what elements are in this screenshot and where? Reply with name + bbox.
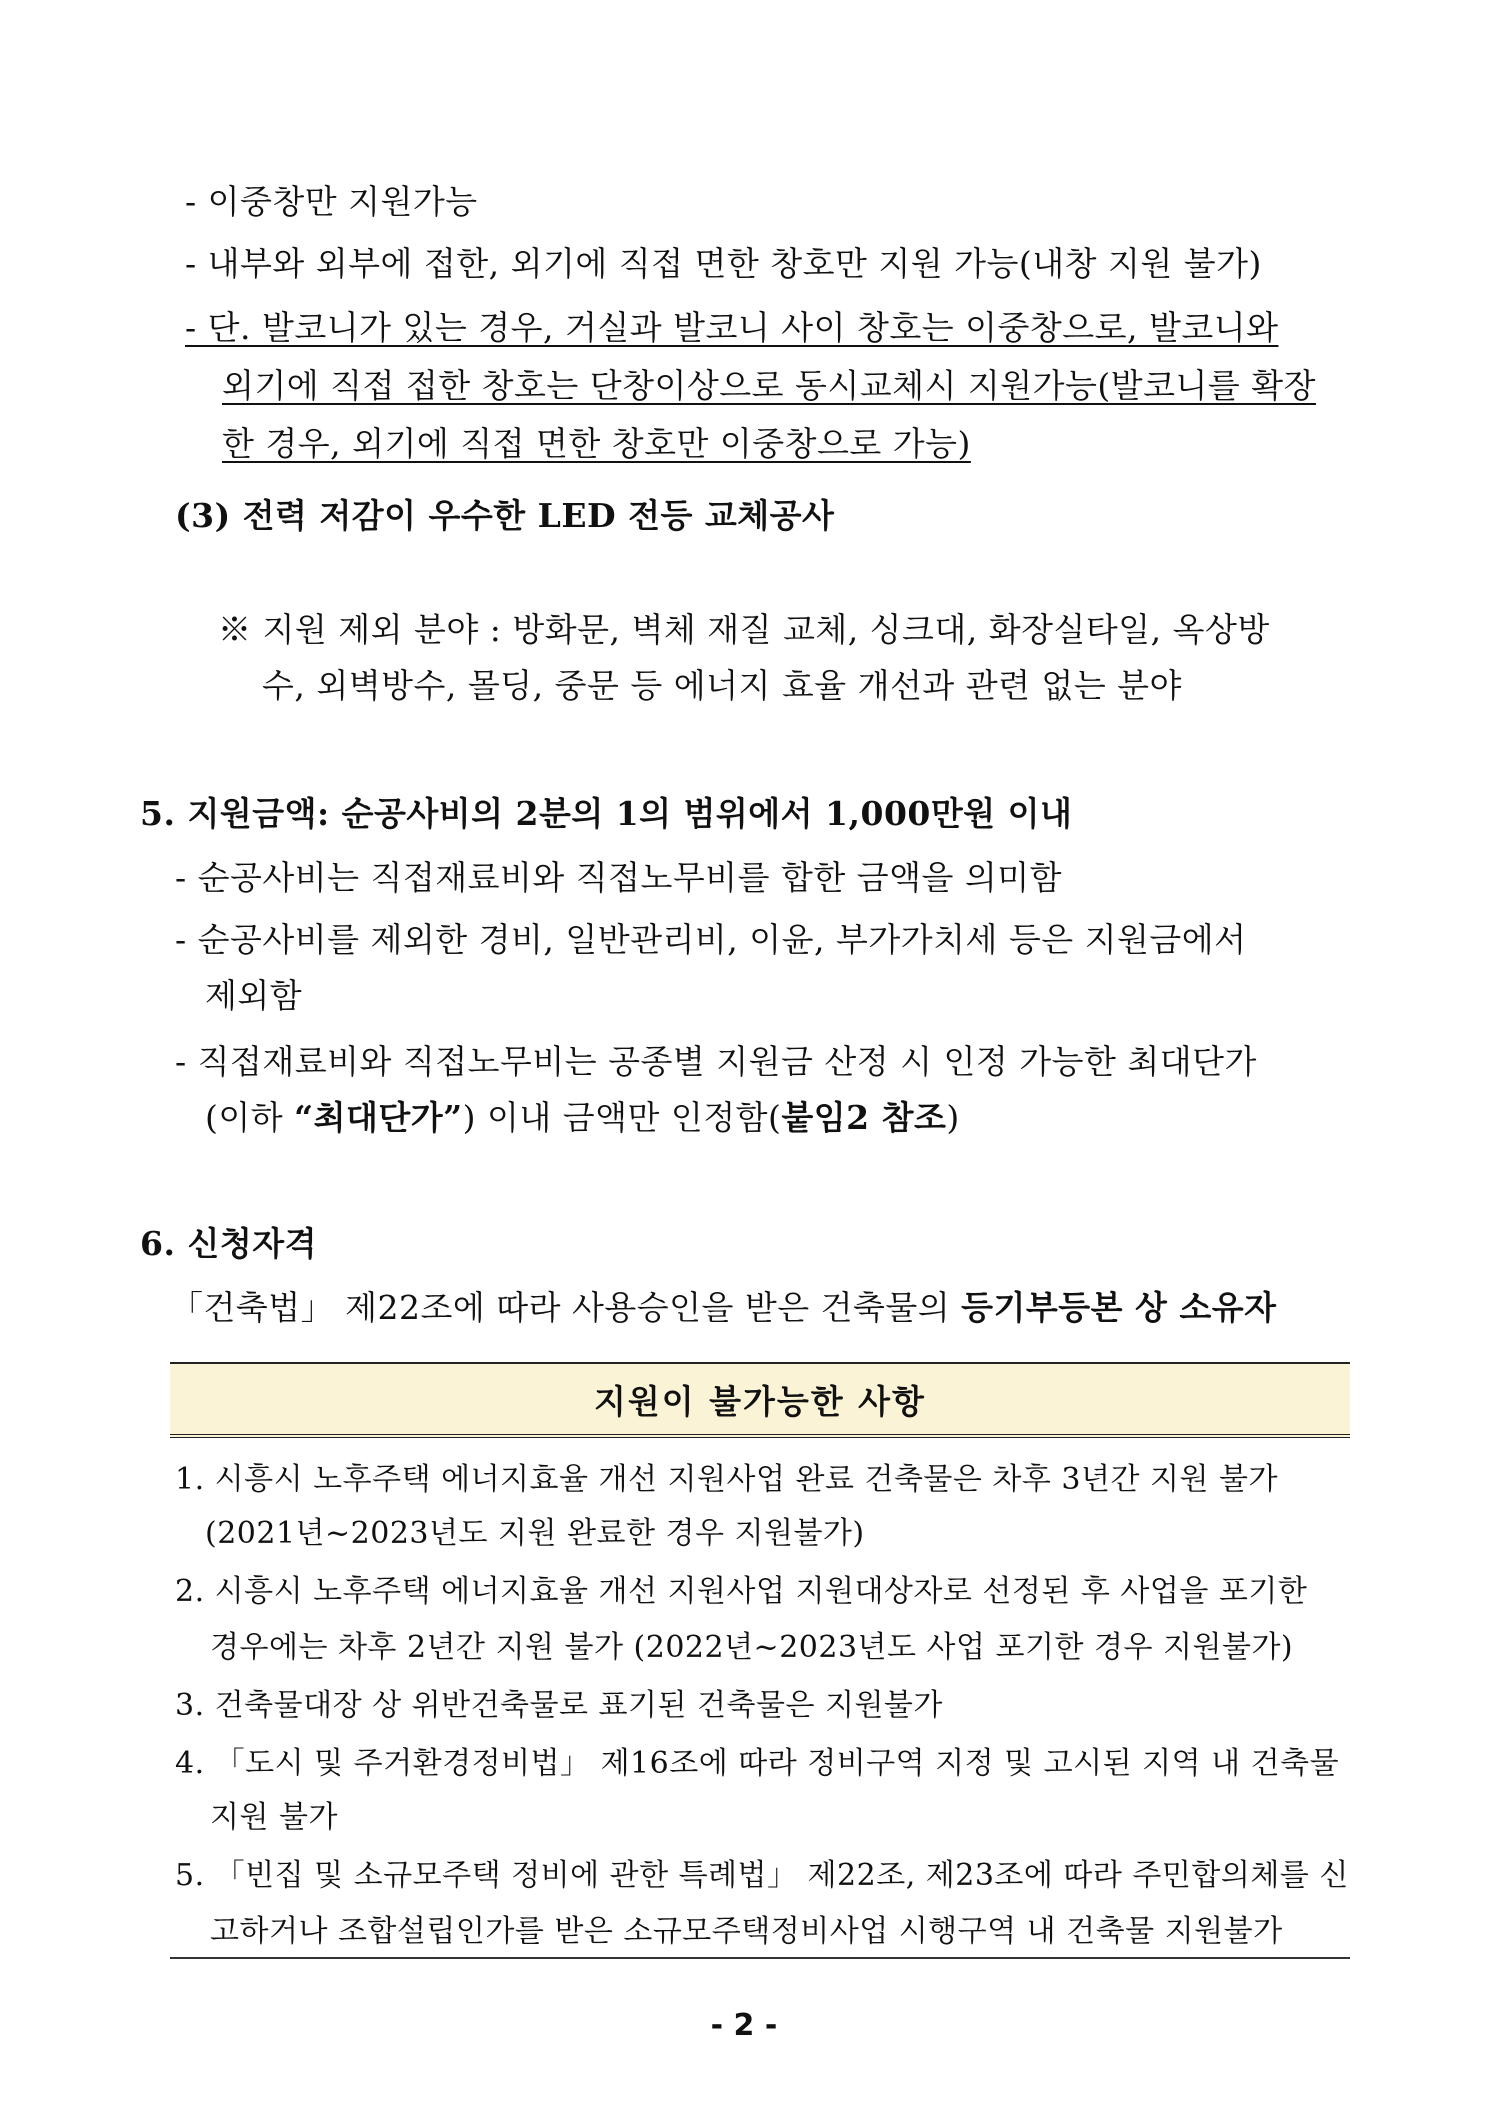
restriction-4-line-1: 4. 「도시 및 주거환경정비법」 제16조에 따라 정비구역 지정 및 고시된 지역 내 건축물 bbox=[175, 1746, 1340, 1781]
section-5-heading: 5. 지원금액: 순공사비의 2분의 1의 범위에서 1,000만원 이내 bbox=[140, 794, 1073, 833]
page-number: - 2 - bbox=[710, 2008, 778, 2043]
item-contact-windows: - 내부와 외부에 접한, 외기에 직접 면한 창호만 지원 가능(내창 지원 불가) bbox=[185, 244, 1262, 283]
section-5-item-2-line-2: 제외함 bbox=[205, 976, 303, 1015]
restriction-3: 3. 건축물대장 상 위반건축물로 표기된 건축물은 지원불가 bbox=[175, 1688, 943, 1723]
led-heading: (3) 전력 저감이 우수한 LED 전등 교체공사 bbox=[175, 496, 835, 535]
restrictions-title: 지원이 불가능한 사항 bbox=[594, 1381, 926, 1421]
eligibility-owner: 등기부등본 상 소유자 bbox=[961, 1288, 1277, 1327]
section-5-item-3-line-2 bbox=[205, 1096, 960, 1140]
item-3-text-c: ) 이내 금액만 인정함( bbox=[462, 1098, 782, 1137]
section-5-item-2-line-1: - 순공사비를 제외한 경비, 일반관리비, 이윤, 부가가치세 등은 지원금에서 bbox=[175, 920, 1247, 959]
item-balcony-line-1: - 단. 발코니가 있는 경우, 거실과 발코니 사이 창호는 이중창으로, 발코니와 bbox=[185, 308, 1279, 347]
restriction-2-line-1: 2. 시흥시 노후주택 에너지효율 개선 지원사업 지원대상자로 선정된 후 사업을 포기한 bbox=[175, 1574, 1308, 1609]
restrictions-box-header bbox=[170, 1362, 1350, 1438]
eligibility-text bbox=[170, 1286, 1277, 1330]
restriction-5-line-2: 고하거나 조합설립인가를 받은 소규모주택정비사업 시행구역 내 건축물 지원불가 bbox=[210, 1914, 1283, 1949]
section-5-item-1: - 순공사비는 직접재료비와 직접노무비를 합한 금액을 의미함 bbox=[175, 858, 1063, 897]
exclusion-note-line-2: 수, 외벽방수, 몰딩, 중문 등 에너지 효율 개선과 관련 없는 분야 bbox=[262, 666, 1182, 705]
item-balcony-line-2: 외기에 직접 접한 창호는 단창이상으로 동시교체시 지원가능(발코니를 확장 bbox=[222, 366, 1317, 405]
max-unit-price-term: “최대단가” bbox=[294, 1098, 463, 1137]
section-5-item-3-line-1: - 직접재료비와 직접노무비는 공종별 지원금 산정 시 인정 가능한 최대단가 bbox=[175, 1042, 1257, 1081]
restriction-2-line-2: 경우에는 차후 2년간 지원 불가 (2022년~2023년도 사업 포기한 경우 지원불가) bbox=[210, 1630, 1294, 1665]
item-balcony-line-3: 한 경우, 외기에 직접 면한 창호만 이중창으로 가능) bbox=[222, 424, 971, 463]
section-6-heading: 6. 신청자격 bbox=[140, 1224, 317, 1263]
eligibility-text-a: 「건축법」 제22조에 따라 사용승인을 받은 건축물의 bbox=[170, 1288, 962, 1327]
item-3-text-e: ) bbox=[946, 1098, 960, 1137]
restriction-5-line-1: 5. 「빈집 및 소규모주택 정비에 관한 특례법」 제22조, 제23조에 따라 주민합의체를 신 bbox=[175, 1858, 1349, 1893]
exclusion-note-line-1: ※ 지원 제외 분야 : 방화문, 벽체 재질 교체, 싱크대, 화장실타일, 옥상방 bbox=[218, 610, 1270, 649]
restrictions-box-bottom-rule bbox=[170, 1957, 1350, 1959]
attachment-reference: 붙임2 참조 bbox=[781, 1098, 947, 1137]
item-3-text-a: (이하 bbox=[205, 1098, 295, 1137]
restriction-4-line-2: 지원 불가 bbox=[210, 1800, 338, 1835]
restriction-1-line-2: (2021년~2023년도 지원 완료한 경우 지원불가) bbox=[205, 1516, 865, 1551]
restriction-1-line-1: 1. 시흥시 노후주택 에너지효율 개선 지원사업 완료 건축물은 차후 3년간 지원 불가 bbox=[175, 1462, 1278, 1497]
item-double-window: - 이중창만 지원가능 bbox=[185, 182, 478, 221]
